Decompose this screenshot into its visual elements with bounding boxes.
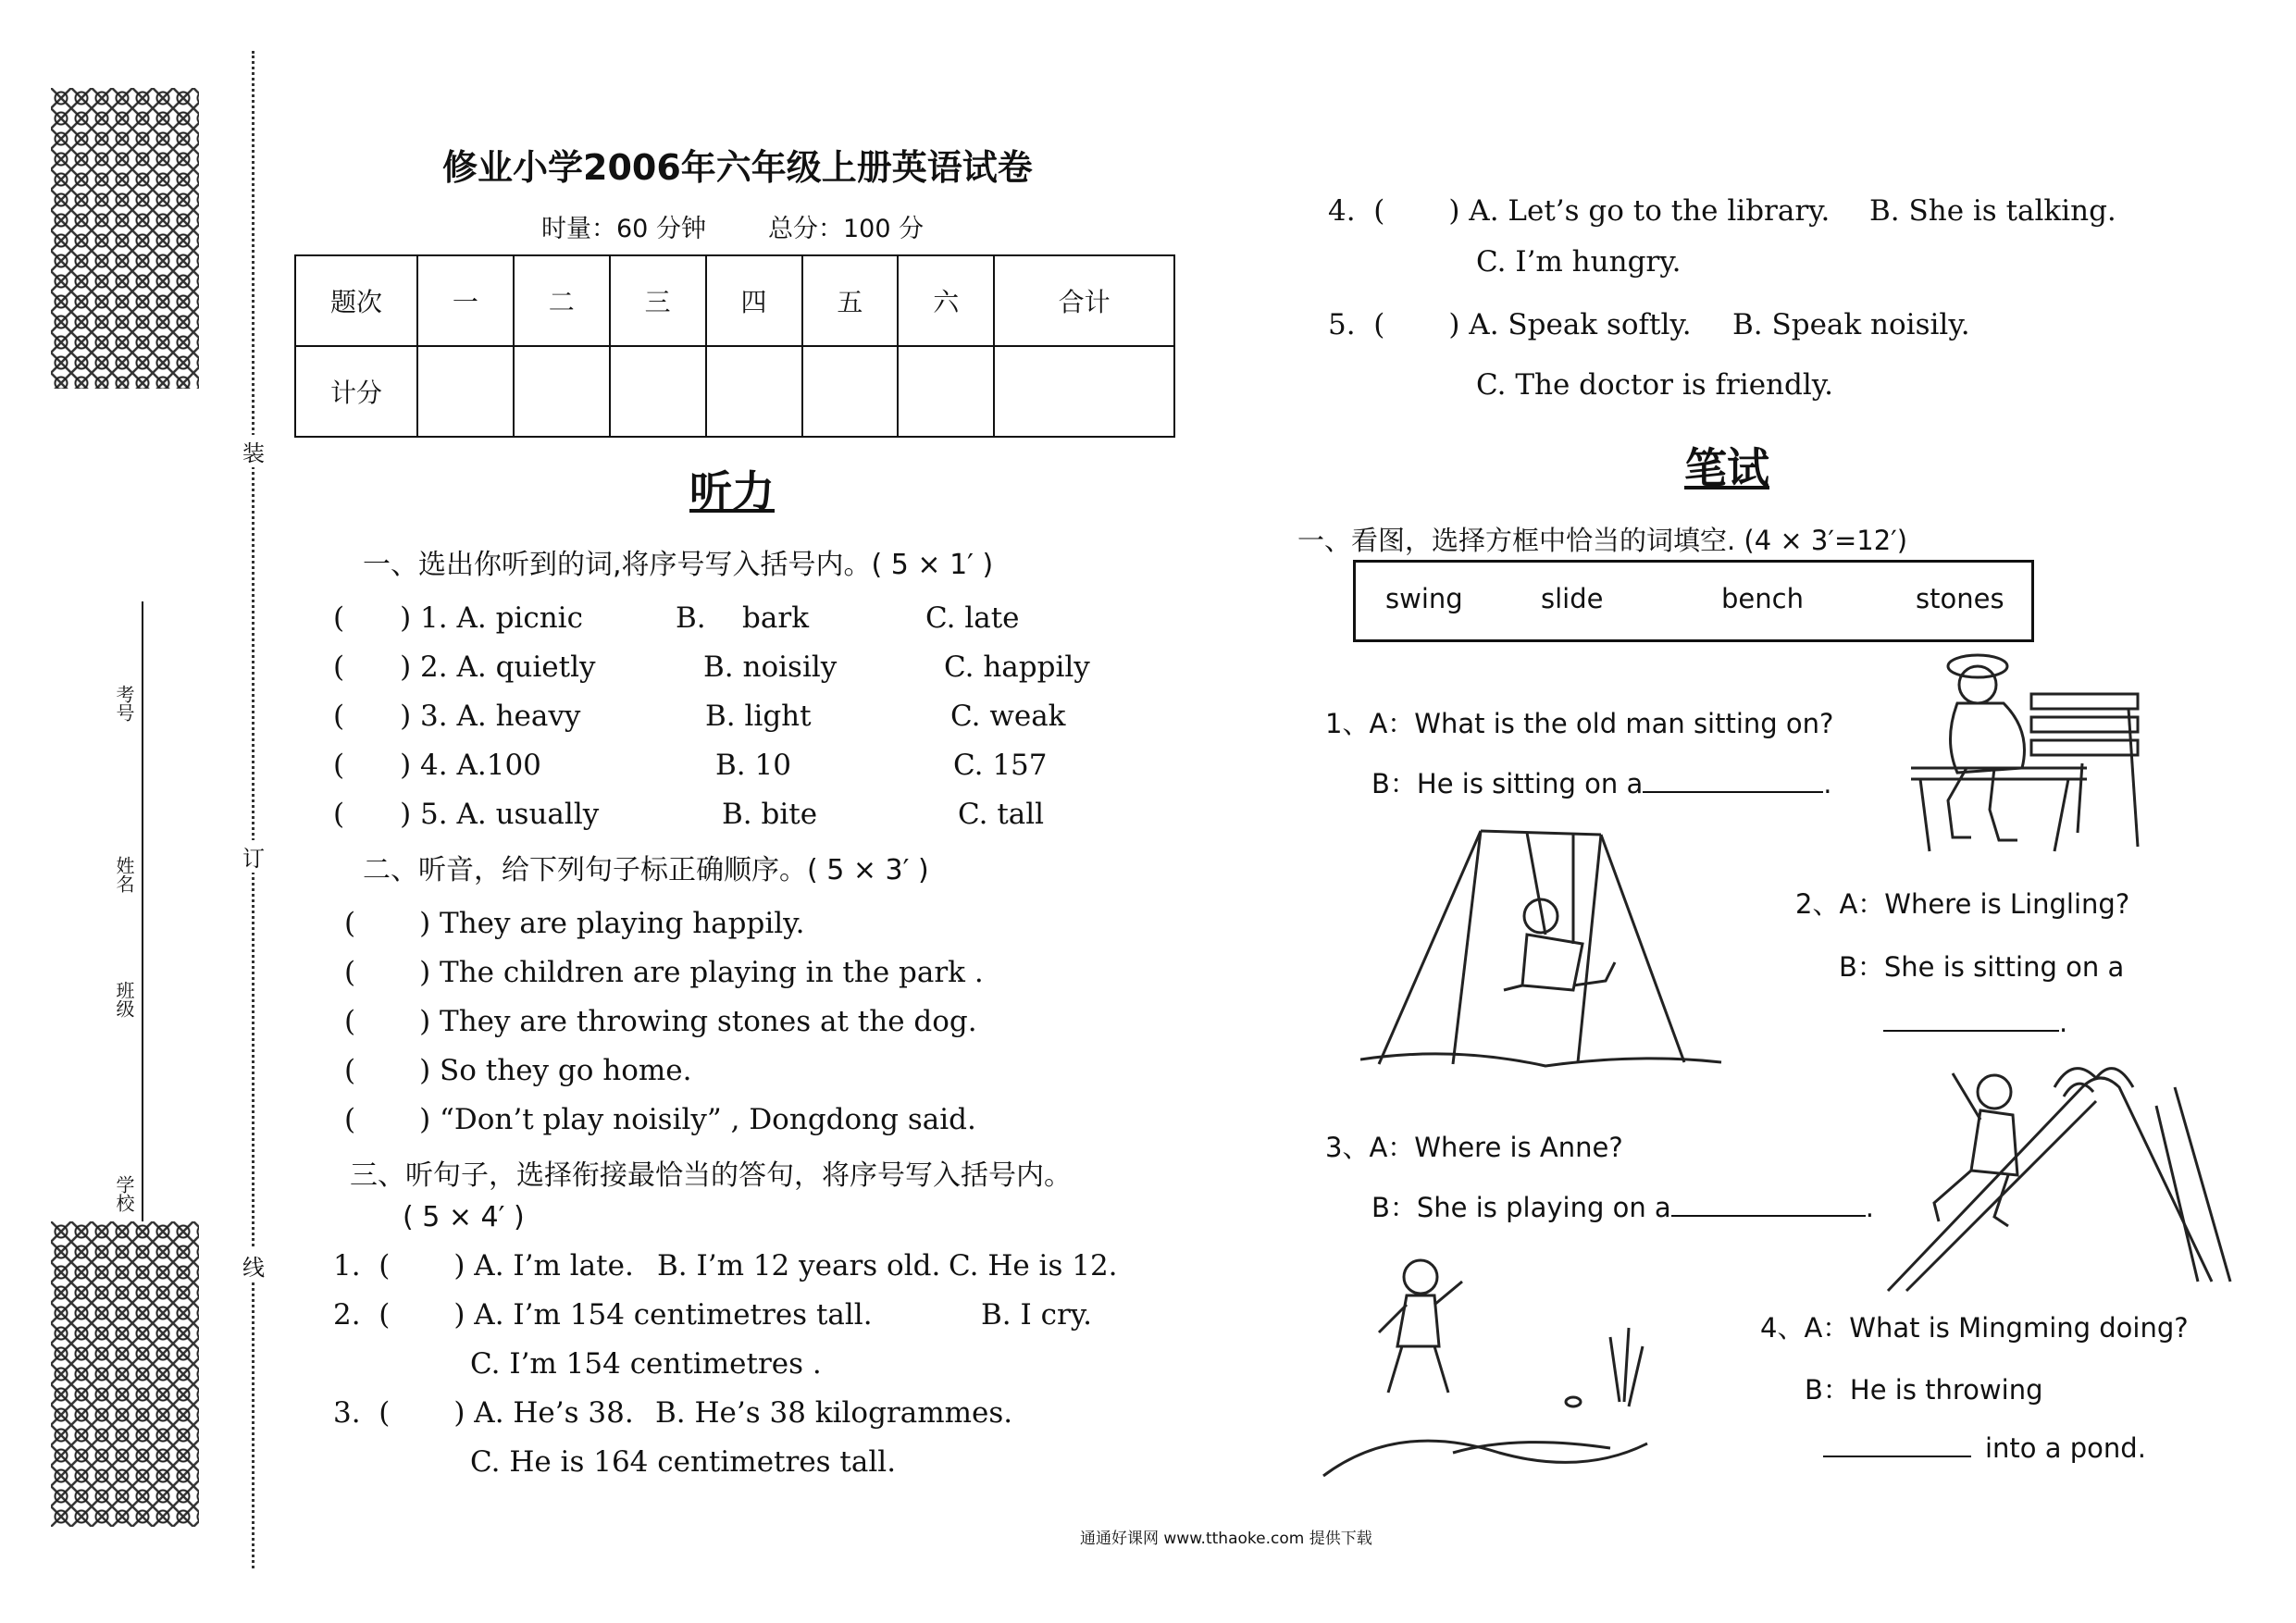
decorative-pattern-bottom bbox=[51, 1221, 199, 1527]
list-item: 3. ( ) A. He’s 38. bbox=[333, 1396, 634, 1430]
answer-blank[interactable] bbox=[1643, 765, 1823, 793]
footer-credit: 通通好课网 www.tthaoke.com 提供下载 bbox=[1080, 1530, 1372, 1548]
old-man-bench-illustration bbox=[1893, 638, 2152, 861]
option-c: C. He is 164 centimetres tall. bbox=[470, 1445, 897, 1479]
list-item: ( ) 4. A.100 bbox=[333, 749, 541, 782]
score-table bbox=[294, 254, 1175, 438]
time-info: 时量：60 分钟 bbox=[541, 215, 706, 243]
option-b: B. bite bbox=[722, 798, 818, 831]
score-cell[interactable] bbox=[417, 346, 514, 437]
list-item: ( ) 5. A. usually bbox=[333, 798, 600, 831]
option-c: C. late bbox=[925, 601, 1020, 635]
written-heading: 笔试 bbox=[1684, 443, 1769, 493]
girl-swing-illustration bbox=[1360, 824, 1731, 1073]
answer-blank[interactable] bbox=[1883, 1004, 2059, 1032]
answer-blank[interactable] bbox=[1823, 1430, 1971, 1457]
q1-question: 1、A：What is the old man sitting on? bbox=[1325, 708, 1834, 739]
list-item: 5. ( ) A. Speak softly. bbox=[1328, 308, 1692, 341]
answer-blank[interactable] bbox=[1671, 1189, 1866, 1217]
option-b: B. He’s 38 kilogrammes. bbox=[655, 1396, 1013, 1430]
list-item: ( ) They are throwing stones at the dog. bbox=[344, 1005, 977, 1038]
list-item: ( ) 3. A. heavy bbox=[333, 700, 581, 733]
option-b: B. light bbox=[705, 700, 812, 733]
binding-mark-xian: 线 bbox=[242, 1249, 265, 1282]
list-item: ( ) They are playing happily. bbox=[344, 907, 805, 940]
score-table-header: 一 bbox=[417, 255, 514, 346]
list-item: 2. ( ) A. I’m 154 centimetres tall. bbox=[333, 1298, 873, 1332]
word-box bbox=[1353, 560, 2034, 642]
binding-mark-ding: 订 bbox=[242, 840, 265, 873]
score-info: 总分：100 分 bbox=[768, 215, 925, 243]
listening-part3-score: ( 5 × 4′ ) bbox=[403, 1201, 525, 1233]
score-table-header: 合计 bbox=[994, 255, 1174, 346]
decorative-pattern-top bbox=[51, 88, 199, 389]
boy-throwing-illustration bbox=[1314, 1254, 1657, 1494]
q2-blank-line: . bbox=[1883, 1004, 2067, 1038]
score-cell[interactable] bbox=[514, 346, 610, 437]
word-slide: slide bbox=[1541, 583, 1604, 614]
option-c: C. tall bbox=[958, 798, 1045, 831]
list-item: ( ) So they go home. bbox=[344, 1054, 692, 1087]
listening-part3-instruction: 三、听句子，选择衔接最恰当的答句，将序号写入括号内。 bbox=[350, 1159, 1072, 1192]
option-b: B. I’m 12 years old. bbox=[657, 1249, 941, 1282]
score-table-header: 二 bbox=[514, 255, 610, 346]
score-table-header: 六 bbox=[898, 255, 994, 346]
list-item: ( ) “Don’t play noisily” , Dongdong said. bbox=[344, 1103, 976, 1136]
q2-question: 2、A：Where is Lingling? bbox=[1795, 888, 2130, 920]
binding-mark-zhuang: 装 bbox=[242, 435, 265, 467]
score-cell[interactable] bbox=[994, 346, 1174, 437]
option-c: C. 157 bbox=[953, 749, 1048, 782]
page-title: 修业小学2006年六年级上册英语试卷 bbox=[442, 147, 1033, 188]
option-c: C. I’m hungry. bbox=[1476, 245, 1682, 279]
word-stones: stones bbox=[1916, 583, 2004, 614]
student-info-underline bbox=[142, 601, 143, 1221]
option-b: B. I cry. bbox=[981, 1298, 1093, 1332]
written-part1-instruction: 一、看图，选择方框中恰当的词填空. (4 × 3′=12′) bbox=[1297, 525, 1908, 556]
girl-slide-illustration bbox=[1879, 1050, 2249, 1300]
option-b: B. Speak noisily. bbox=[1732, 308, 1970, 341]
word-swing: swing bbox=[1385, 583, 1463, 614]
list-item: ( ) 1. A. picnic bbox=[333, 601, 583, 635]
list-item: 1. ( ) A. I’m late. bbox=[333, 1249, 634, 1282]
q4-answer-end: into a pond. bbox=[1823, 1430, 2146, 1464]
field-name: 姓名 bbox=[113, 856, 135, 893]
field-school: 学校 bbox=[113, 1175, 135, 1212]
score-table-header: 四 bbox=[706, 255, 802, 346]
listening-part1-instruction: 一、选出你听到的词,将序号写入括号内。( 5 × 1′ ) bbox=[363, 549, 994, 581]
q4-question: 4、A：What is Mingming doing? bbox=[1760, 1312, 2189, 1344]
field-exam-number: 考号 bbox=[113, 685, 135, 722]
option-b: B. noisily bbox=[703, 650, 838, 684]
field-class: 班级 bbox=[113, 981, 135, 1018]
score-cell[interactable] bbox=[802, 346, 899, 437]
option-c: C. He is 12. bbox=[949, 1249, 1118, 1282]
option-b: B. She is talking. bbox=[1869, 194, 2116, 228]
option-b: B. 10 bbox=[715, 749, 791, 782]
list-item: 4. ( ) A. Let’s go to the library. bbox=[1328, 194, 1831, 228]
score-table-header: 题次 bbox=[295, 255, 417, 346]
option-c: C. weak bbox=[950, 700, 1066, 733]
score-cell[interactable] bbox=[610, 346, 706, 437]
score-table-header: 五 bbox=[802, 255, 899, 346]
word-bench: bench bbox=[1721, 583, 1804, 614]
listening-part2-instruction: 二、听音，给下列句子标正确顺序。( 5 × 3′ ) bbox=[363, 854, 929, 886]
score-cell[interactable] bbox=[898, 346, 994, 437]
option-c: C. I’m 154 centimetres . bbox=[470, 1347, 822, 1381]
list-item: ( ) 2. A. quietly bbox=[333, 650, 596, 684]
q4-answer: B：He is throwing bbox=[1805, 1374, 2043, 1406]
option-b: B. bark bbox=[676, 601, 809, 635]
q1-answer: B：He is sitting on a . bbox=[1371, 763, 1831, 801]
q3-answer: B：She is playing on a . bbox=[1371, 1187, 1874, 1225]
q2-answer: B：She is sitting on a bbox=[1839, 951, 2125, 983]
q3-question: 3、A：Where is Anne? bbox=[1325, 1132, 1623, 1163]
score-cell[interactable] bbox=[706, 346, 802, 437]
score-table-header: 三 bbox=[610, 255, 706, 346]
binding-line bbox=[252, 51, 254, 1568]
list-item: ( ) The children are playing in the park . bbox=[344, 956, 984, 989]
score-table-row-label: 计分 bbox=[295, 346, 417, 437]
option-c: C. happily bbox=[944, 650, 1090, 684]
option-c: C. The doctor is friendly. bbox=[1476, 368, 1834, 402]
listening-heading: 听力 bbox=[689, 466, 775, 516]
